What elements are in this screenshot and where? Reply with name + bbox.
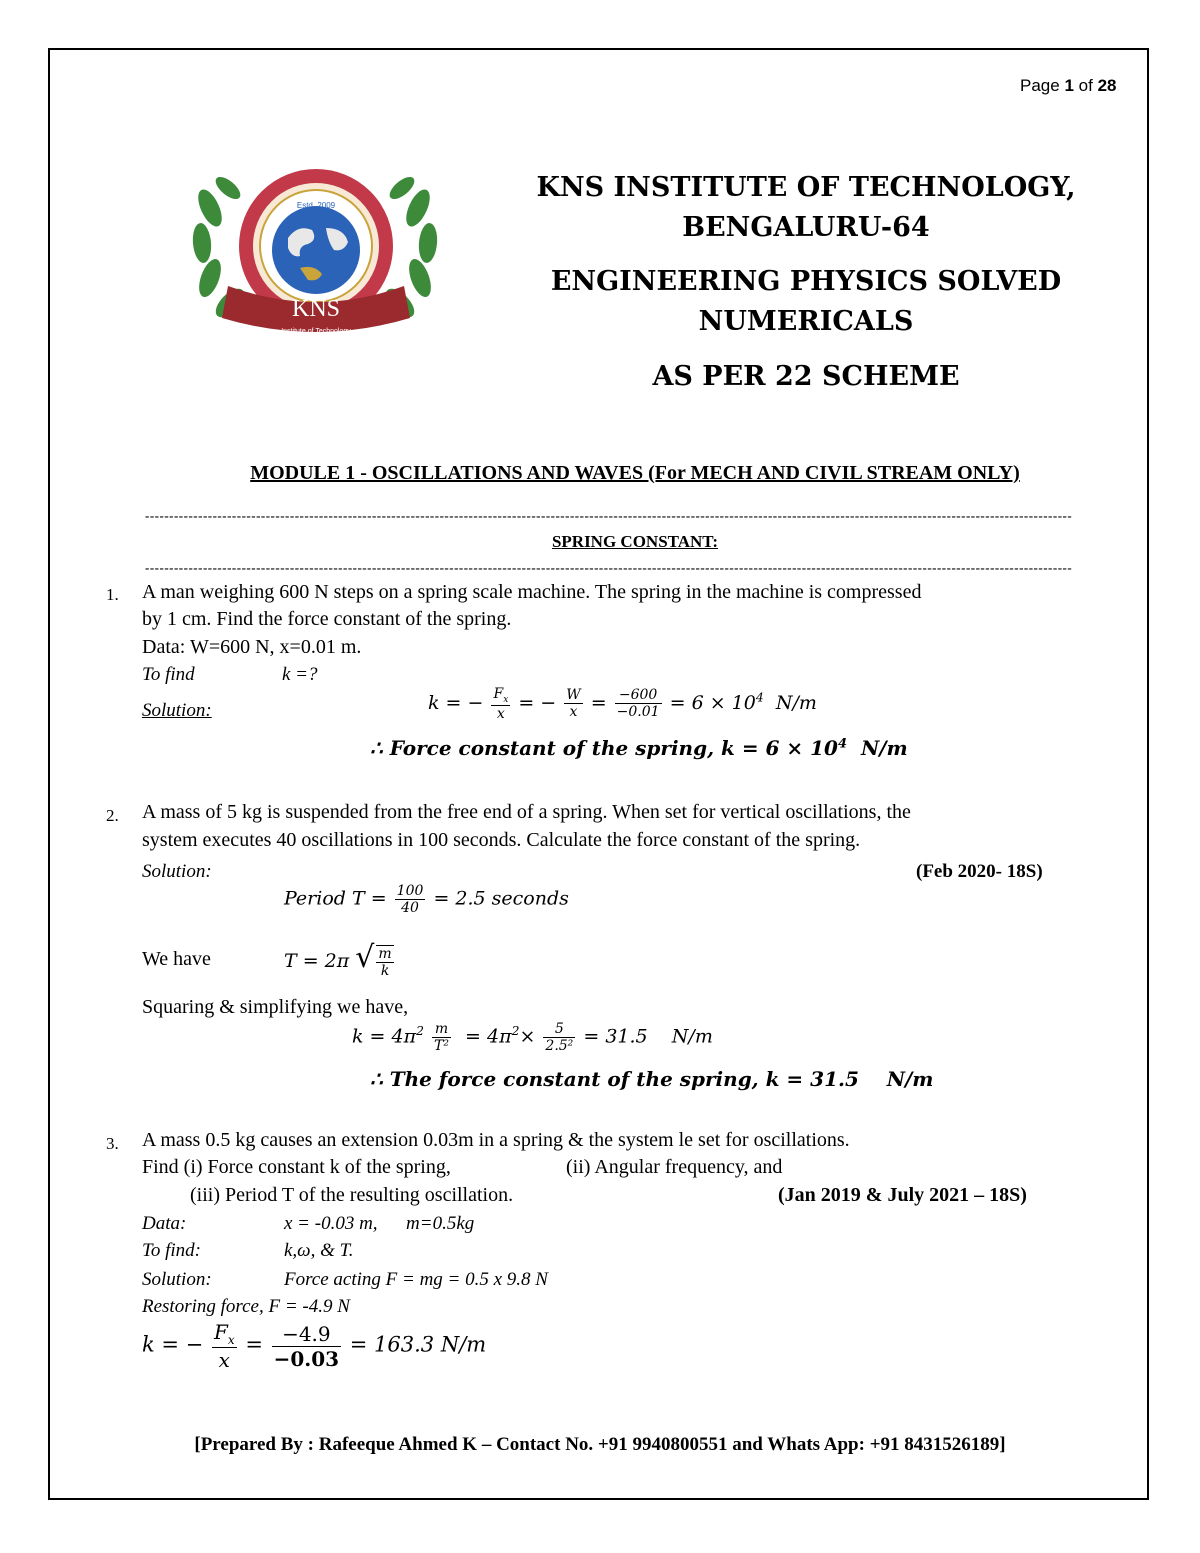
module-heading: MODULE 1 - OSCILLATIONS AND WAVES (For MECH AND CIVIL STREAM ONLY): [250, 462, 1020, 484]
question-text: Find (i) Force constant k of the spring,: [142, 1156, 451, 1178]
to-find-value: k =?: [282, 664, 318, 685]
solution-label: Solution:: [142, 1269, 212, 1290]
question-number: 3.: [106, 1134, 119, 1153]
page-number: Page 1 of 28: [1020, 76, 1117, 95]
exam-reference: (Jan 2019 & July 2021 – 18S): [778, 1184, 1027, 1206]
question-text: (ii) Angular frequency, and: [566, 1156, 783, 1178]
data-value: x = -0.03 m, m=0.5kg: [284, 1213, 475, 1234]
solution-label: Solution:: [142, 700, 212, 721]
equation: $k = 4\pi^2$ $\frac{m}{\text{T²}}$ = $4\pi^2\times$ $\frac{5}{\text{2.5²}}$ = 31.5 N/m: [352, 1021, 713, 1054]
equation: Period T = $\frac{100}{40}$ = 2.5 seconds: [284, 883, 569, 916]
institute-location: BENGALURU-64: [682, 212, 930, 243]
question-text: A man weighing 600 N steps on a spring scale machine. The spring in the machine is compressed: [142, 581, 922, 603]
divider: ------------------------------------------------------------------------------------------------------------------------------------------------------------------------------------------------: [145, 508, 1073, 523]
to-find-label: To find: [142, 664, 195, 685]
svg-text:KNS: KNS: [291, 296, 341, 322]
restoring-force: Restoring force, F = -4.9 N: [142, 1296, 350, 1317]
text-label: We have: [142, 948, 211, 970]
document-title-2: NUMERICALS: [698, 306, 914, 337]
equation: k = − $\frac{F_x}{x}$ = − $\frac{W}{x}$ = $\frac{-600}{-0.01}$ = $6 \times 10^4$ N/m: [428, 686, 817, 722]
institute-name: KNS INSTITUTE OF TECHNOLOGY,: [536, 172, 1076, 203]
question-text: by 1 cm. Find the force constant of the spring.: [142, 608, 512, 630]
text-label: Squaring & simplifying we have,: [142, 996, 409, 1018]
equation: T = 2π √ $\frac{m}{k}$: [284, 940, 392, 979]
document-title: ENGINEERING PHYSICS SOLVED: [550, 266, 1062, 297]
exam-reference: (Feb 2020- 18S): [916, 861, 1043, 882]
given-data: Data: W=600 N, x=0.01 m.: [142, 636, 362, 658]
divider: ------------------------------------------------------------------------------------------------------------------------------------------------------------------------------------------------: [145, 560, 1073, 575]
globe-icon: [272, 206, 360, 294]
footer: [Prepared By : Rafeeque Ahmed K – Contact No. +91 9940800551 and Whats App: +91 8431526189]: [194, 1434, 1006, 1455]
question-number: 1.: [106, 585, 119, 604]
to-find-value: k,ω, & T.: [284, 1240, 354, 1261]
svg-text:Institute of Technology: Institute of Technology: [281, 328, 351, 335]
solution-label: Solution:: [142, 861, 212, 882]
to-find-label: To find:: [142, 1240, 201, 1261]
solution-value: Force acting F = mg = 0.5 x 9.8 N: [284, 1269, 548, 1290]
question-text: A mass of 5 kg is suspended from the free end of a spring. When set for vertical oscillations, the: [142, 801, 911, 823]
answer: ∴ The force constant of the spring, k = 31.5 N/m: [370, 1067, 934, 1091]
question-text: (iii) Period T of the resulting oscillation.: [190, 1184, 514, 1206]
data-label: Data:: [142, 1213, 187, 1234]
question-number: 2.: [106, 806, 119, 825]
kns-logo: [188, 168, 450, 340]
question-text: A mass 0.5 kg causes an extension 0.03m in a spring & the system le set for oscillations.: [142, 1129, 850, 1151]
equation: k = − $\frac{F_x}{x}$ = $\frac{-4.9}{-0.03}$ = 163.3 N/m: [142, 1320, 487, 1372]
svg-text:Estd. 2009: Estd. 2009: [296, 201, 336, 210]
question-text: system executes 40 oscillations in 100 seconds. Calculate the force constant of the spring.: [142, 829, 861, 851]
section-heading: SPRING CONSTANT:: [551, 532, 719, 551]
answer: ∴ Force constant of the spring, $k = 6 \times 10^4$ N/m: [370, 736, 908, 760]
scheme-title: AS PER 22 SCHEME: [652, 361, 960, 392]
